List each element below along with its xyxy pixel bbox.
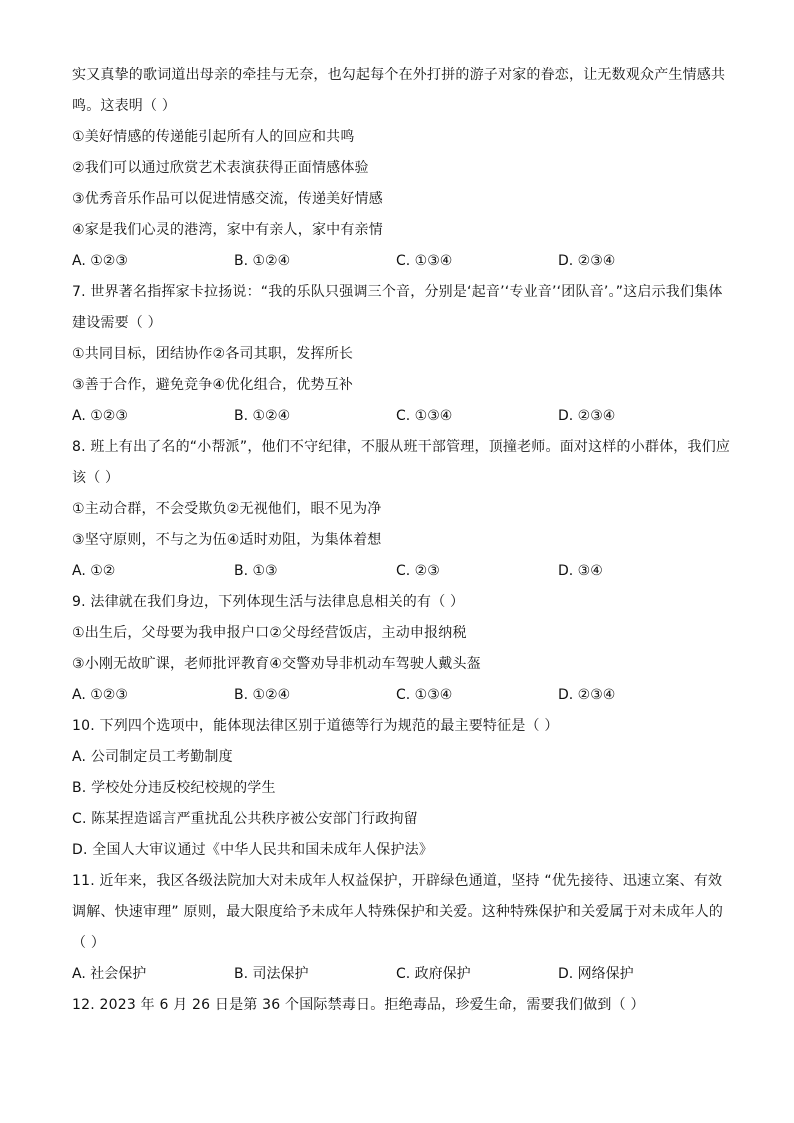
- q11-option-a: A. 社会保护: [72, 966, 147, 982]
- q8-option-d: D. ③④: [558, 563, 603, 579]
- q11-option-d: D. 网络保护: [558, 966, 634, 982]
- q8-item-1: ①主动合群，不会受欺负②无视他们，眼不见为净: [72, 501, 382, 517]
- q7-item-1: ①共同目标，团结协作②各司其职，发挥所长: [72, 346, 354, 362]
- q9-item-2: ③小刚无故旷课，老师批评教育④交警劝导非机动车驾驶人戴头盔: [72, 656, 481, 672]
- q11-stem-line1: 11. 近年来，我区各级法院加大对未成年人权益保护，开辟绿色通道，坚持 “优先接待、迅速立案、有效: [72, 873, 723, 889]
- q6-item-4: ④家是我们心灵的港湾，家中有亲人，家中有亲情: [72, 222, 383, 238]
- q11-option-b: B. 司法保护: [234, 966, 309, 982]
- q8-option-b: B. ①③: [234, 563, 278, 579]
- q6-stem-line1: 实又真挚的歌词道出母亲的牵挂与无奈，也勾起每个在外打拼的游子对家的眷恋，让无数观众产生情感共: [72, 67, 726, 83]
- q6-item-2: ②我们可以通过欣赏艺术表演获得正面情感体验: [72, 160, 369, 176]
- q6-stem-line2: 鸣。这表明（ ）: [72, 98, 177, 114]
- q9-option-b: B. ①②④: [234, 687, 291, 703]
- q11-stem-line3: （ ）: [72, 935, 106, 951]
- q11-options: [72, 959, 732, 990]
- q6-item-3: ③优秀音乐作品可以促进情感交流，传递美好情感: [72, 191, 383, 207]
- q10-stem-line1: 10. 下列四个选项中，能体现法律区别于道德等行为规范的最主要特征是（ ）: [72, 718, 559, 734]
- q6-option-b: B. ①②④: [234, 253, 291, 269]
- q11-option-c: C. 政府保护: [396, 966, 471, 982]
- q7-option-a: A. ①②③: [72, 408, 128, 424]
- q10-option-a: A. 公司制定员工考勤制度: [72, 749, 233, 765]
- q8-stem-line1: 8. 班上有出了名的“小帮派”，他们不守纪律，不服从班干部管理，顶撞老师。面对这样的小群体，我们应: [72, 439, 731, 455]
- q6-options: [72, 246, 732, 277]
- q9-option-a: A. ①②③: [72, 687, 128, 703]
- q10-option-c: C. 陈某捏造谣言严重扰乱公共秩序被公安部门行政拘留: [72, 811, 418, 827]
- q7-item-2: ③善于合作，避免竞争④优化组合，优势互补: [72, 377, 354, 393]
- q9-option-d: D. ②③④: [558, 687, 616, 703]
- q8-item-2: ③坚守原则，不与之为伍④适时劝阻，为集体着想: [72, 532, 382, 548]
- q7-stem-line2: 建设需要（ ）: [72, 315, 162, 331]
- q7-options: [72, 401, 732, 432]
- q9-options: [72, 680, 732, 711]
- q6-option-a: A. ①②③: [72, 253, 128, 269]
- q12-stem-line1: 12. 2023 年 6 月 26 日是第 36 个国际禁毒日。拒绝毒品，珍爱生命，需要我们做到（ ）: [72, 997, 645, 1013]
- q9-option-c: C. ①③④: [396, 687, 453, 703]
- q7-option-d: D. ②③④: [558, 408, 616, 424]
- q8-option-c: C. ②③: [396, 563, 440, 579]
- q9-item-1: ①出生后，父母要为我申报户口②父母经营饭店，主动申报纳税: [72, 625, 467, 641]
- q8-options: [72, 556, 732, 587]
- page-content: [72, 60, 732, 1021]
- q6-option-d: D. ②③④: [558, 253, 616, 269]
- q7-option-c: C. ①③④: [396, 408, 453, 424]
- q7-stem-line1: 7. 世界著名指挥家卡拉扬说：“我的乐队只强调三个音，分别是‘起音’‘专业音’‘团队音’。”这启示我们集体: [72, 284, 723, 300]
- q6-option-c: C. ①③④: [396, 253, 453, 269]
- q10-option-d: D. 全国人大审议通过《中华人民共和国未成年人保护法》: [72, 842, 434, 858]
- q9-stem-line1: 9. 法律就在我们身边，下列体现生活与法律息息相关的有（ ）: [72, 594, 465, 610]
- q7-option-b: B. ①②④: [234, 408, 291, 424]
- q8-option-a: A. ①②: [72, 563, 116, 579]
- q6-item-1: ①美好情感的传递能引起所有人的回应和共鸣: [72, 129, 355, 145]
- q11-stem-line2: 调解、快速审理” 原则，最大限度给予未成年人特殊保护和关爱。这种特殊保护和关爱属于对未成年人的: [72, 904, 724, 920]
- q8-stem-line2: 该（ ）: [72, 470, 120, 486]
- q10-option-b: B. 学校处分违反校纪校规的学生: [72, 780, 276, 796]
